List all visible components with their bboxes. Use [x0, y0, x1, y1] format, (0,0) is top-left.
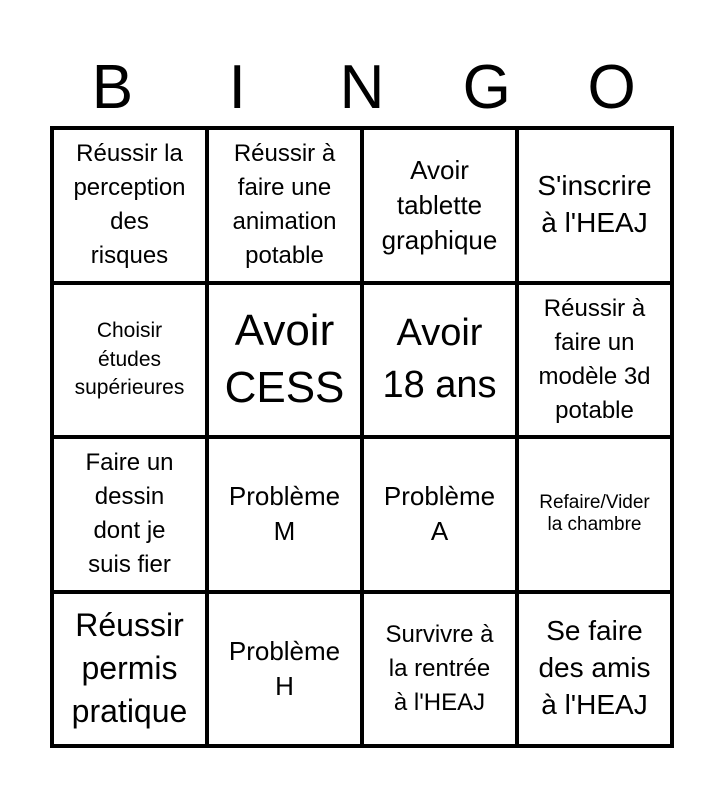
bingo-cell-r1c2[interactable]	[209, 130, 360, 281]
header-letter-o: O	[587, 53, 636, 122]
cell-text: Réussir la perception des risques	[73, 140, 186, 270]
bingo-cell-r3c4[interactable]	[519, 439, 670, 590]
bingo-cell-r1c4[interactable]	[519, 130, 670, 281]
bingo-board	[50, 126, 674, 748]
cell-text: S'inscrire à l'HEAJ	[537, 170, 652, 239]
bingo-cell-r1c3[interactable]	[364, 130, 515, 281]
bingo-cell-r1c1[interactable]	[54, 130, 205, 281]
bingo-cell-r2c2[interactable]	[209, 285, 360, 436]
cell-text: Survivre à la rentrée à l'HEAJ	[385, 620, 494, 716]
cell-text: Refaire/Vider la chambre	[539, 491, 650, 536]
cell-text: Réussir permis pratique	[71, 606, 188, 730]
cell-text: Problème M	[228, 481, 341, 547]
bingo-cell-r3c2[interactable]	[209, 439, 360, 590]
header-letter-i: I	[228, 53, 246, 122]
bingo-header	[50, 52, 674, 124]
header-letter-n: N	[339, 53, 385, 122]
bingo-cell-r4c2[interactable]	[209, 594, 360, 745]
bingo-cell-r2c4[interactable]	[519, 285, 670, 436]
cell-text: Problème A	[383, 481, 496, 547]
bingo-cell-r3c3[interactable]	[364, 439, 515, 590]
cell-text: Réussir à faire une animation potable	[232, 140, 337, 270]
bingo-cell-r4c4[interactable]	[519, 594, 670, 745]
bingo-cell-r2c3[interactable]	[364, 285, 515, 436]
bingo-cell-r4c1[interactable]	[54, 594, 205, 745]
cell-text: Avoir tablette graphique	[381, 154, 498, 255]
header-letter-b: B	[91, 53, 134, 122]
bingo-cell-r4c3[interactable]	[364, 594, 515, 745]
cell-text: Se faire des amis à l'HEAJ	[538, 615, 651, 721]
cell-text: Réussir à faire un modèle 3d potable	[538, 294, 651, 424]
header-letter-g: G	[462, 53, 511, 122]
bingo-cell-r3c1[interactable]	[54, 439, 205, 590]
cell-text: Problème H	[228, 635, 341, 701]
cell-text: Avoir 18 ans	[382, 312, 497, 406]
cell-text: Choisir études supérieures	[74, 319, 185, 399]
cell-text: Avoir CESS	[224, 306, 345, 412]
cell-text: Faire un dessin dont je suis fier	[85, 449, 174, 579]
bingo-cell-r2c1[interactable]	[54, 285, 205, 436]
